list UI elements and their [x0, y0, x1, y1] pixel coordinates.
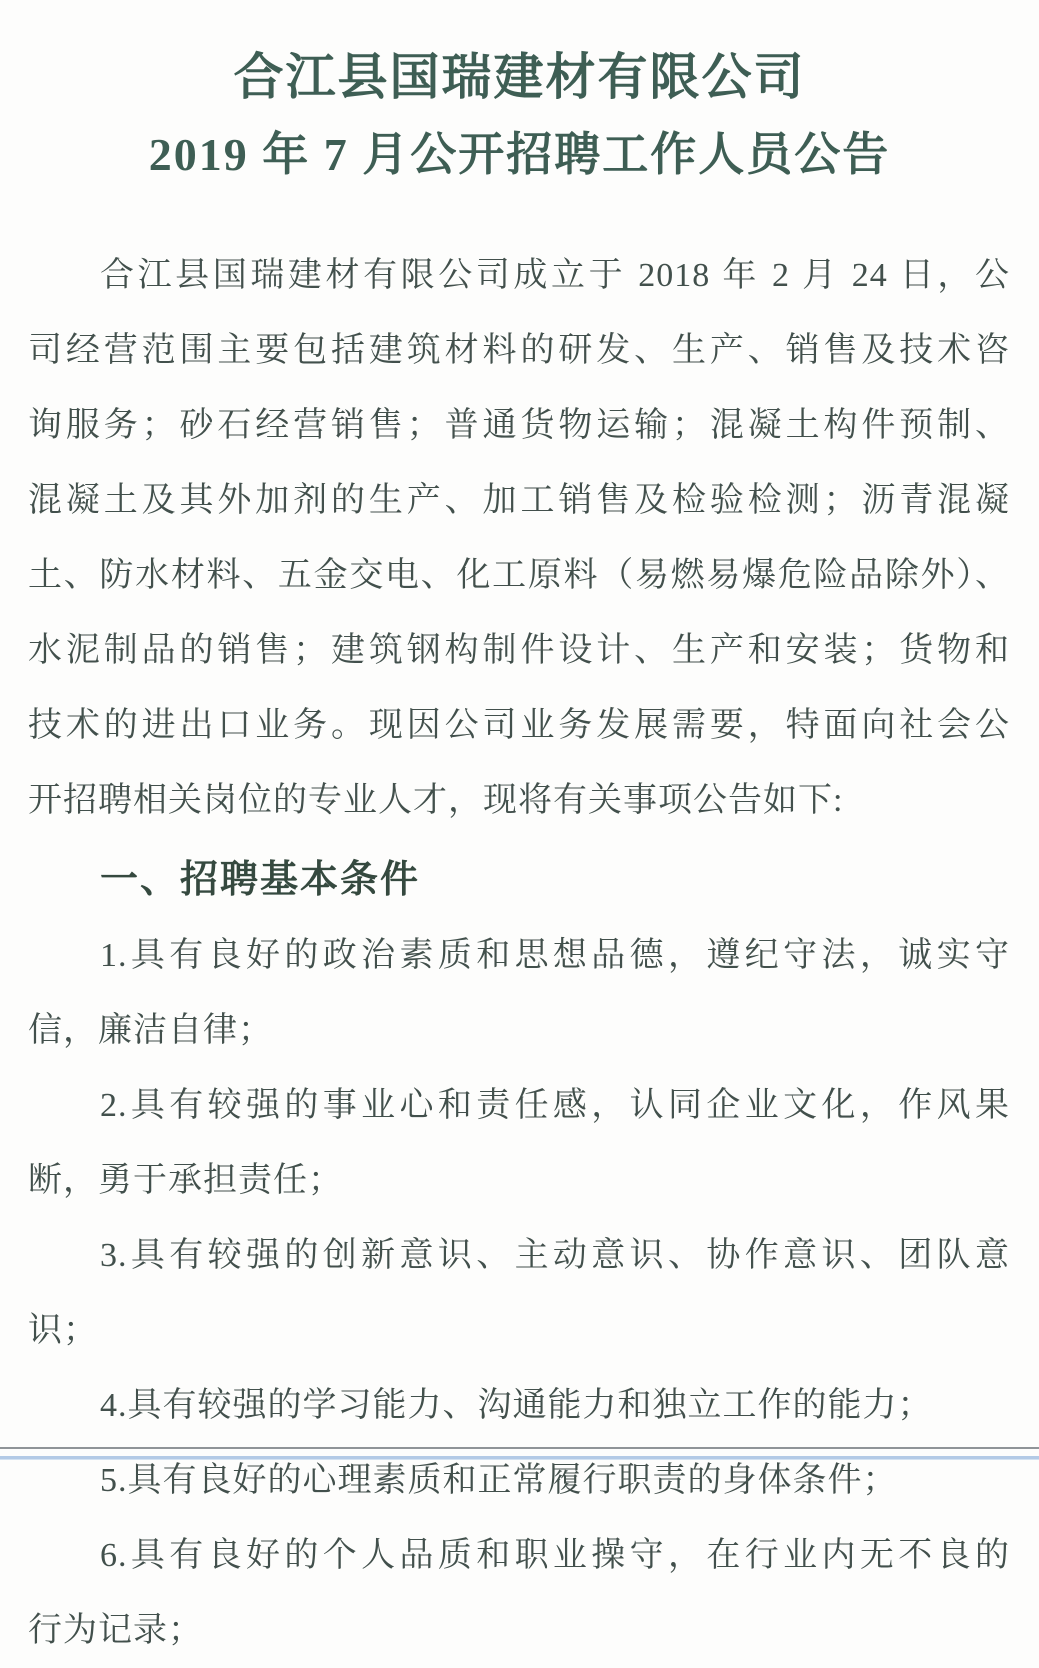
- document-title-line2: 2019 年 7 月公开招聘工作人员公告: [148, 129, 891, 180]
- condition-3-line-1: 3.具有较强的创新意识、主动意识、协作意识、团队意: [100, 1237, 1010, 1274]
- condition-6-line-1: 6.具有良好的个人品质和职业操守，在行业内无不良的: [100, 1537, 1010, 1574]
- intro-line-8: 开招聘相关岗位的专业人才，现将有关事项公告如下:: [28, 782, 844, 819]
- condition-2-line-1: 2.具有较强的事业心和责任感，认同企业文化，作风果: [100, 1087, 1010, 1124]
- document-body: [0, 238, 1039, 1668]
- section-heading-recruitment-conditions: 一、招聘基本条件: [100, 859, 421, 901]
- intro-line-5: 土、防水材料、五金交电、化工原料（易燃易爆危险品除外）、: [28, 557, 1010, 594]
- condition-6-line-2: 行为记录；: [28, 1612, 203, 1649]
- condition-1-line-1: 1.具有良好的政治素质和思想品德，遵纪守法，诚实守: [100, 937, 1010, 974]
- condition-1-line-2: 信，廉洁自律；: [28, 1012, 273, 1049]
- document-title-line1: 合江县国瑞建材有限公司: [233, 49, 806, 105]
- condition-5-line-1: 5.具有良好的心理素质和正常履行职责的身体条件；: [100, 1462, 898, 1499]
- intro-line-3: 询服务；砂石经营销售；普通货物运输；混凝土构件预制、: [28, 407, 1010, 444]
- intro-line-4: 混凝土及其外加剂的生产、加工销售及检验检测；沥青混凝: [28, 482, 1010, 519]
- condition-3-line-2: 识；: [28, 1312, 98, 1349]
- condition-4-line-1: 4.具有较强的学习能力、沟通能力和独立工作的能力；: [100, 1387, 933, 1424]
- intro-line-2: 司经营范围主要包括建筑材料的研发、生产、销售及技术咨: [28, 332, 1010, 369]
- intro-line-1: 合江县国瑞建材有限公司成立于 2018 年 2 月 24 日，公: [100, 257, 1010, 294]
- condition-2-line-2: 断，勇于承担责任；: [28, 1162, 343, 1199]
- intro-line-7: 技术的进出口业务。现因公司业务发展需要，特面向社会公: [28, 707, 1010, 744]
- intro-line-6: 水泥制品的销售；建筑钢构制件设计、生产和安装；货物和: [28, 632, 1010, 669]
